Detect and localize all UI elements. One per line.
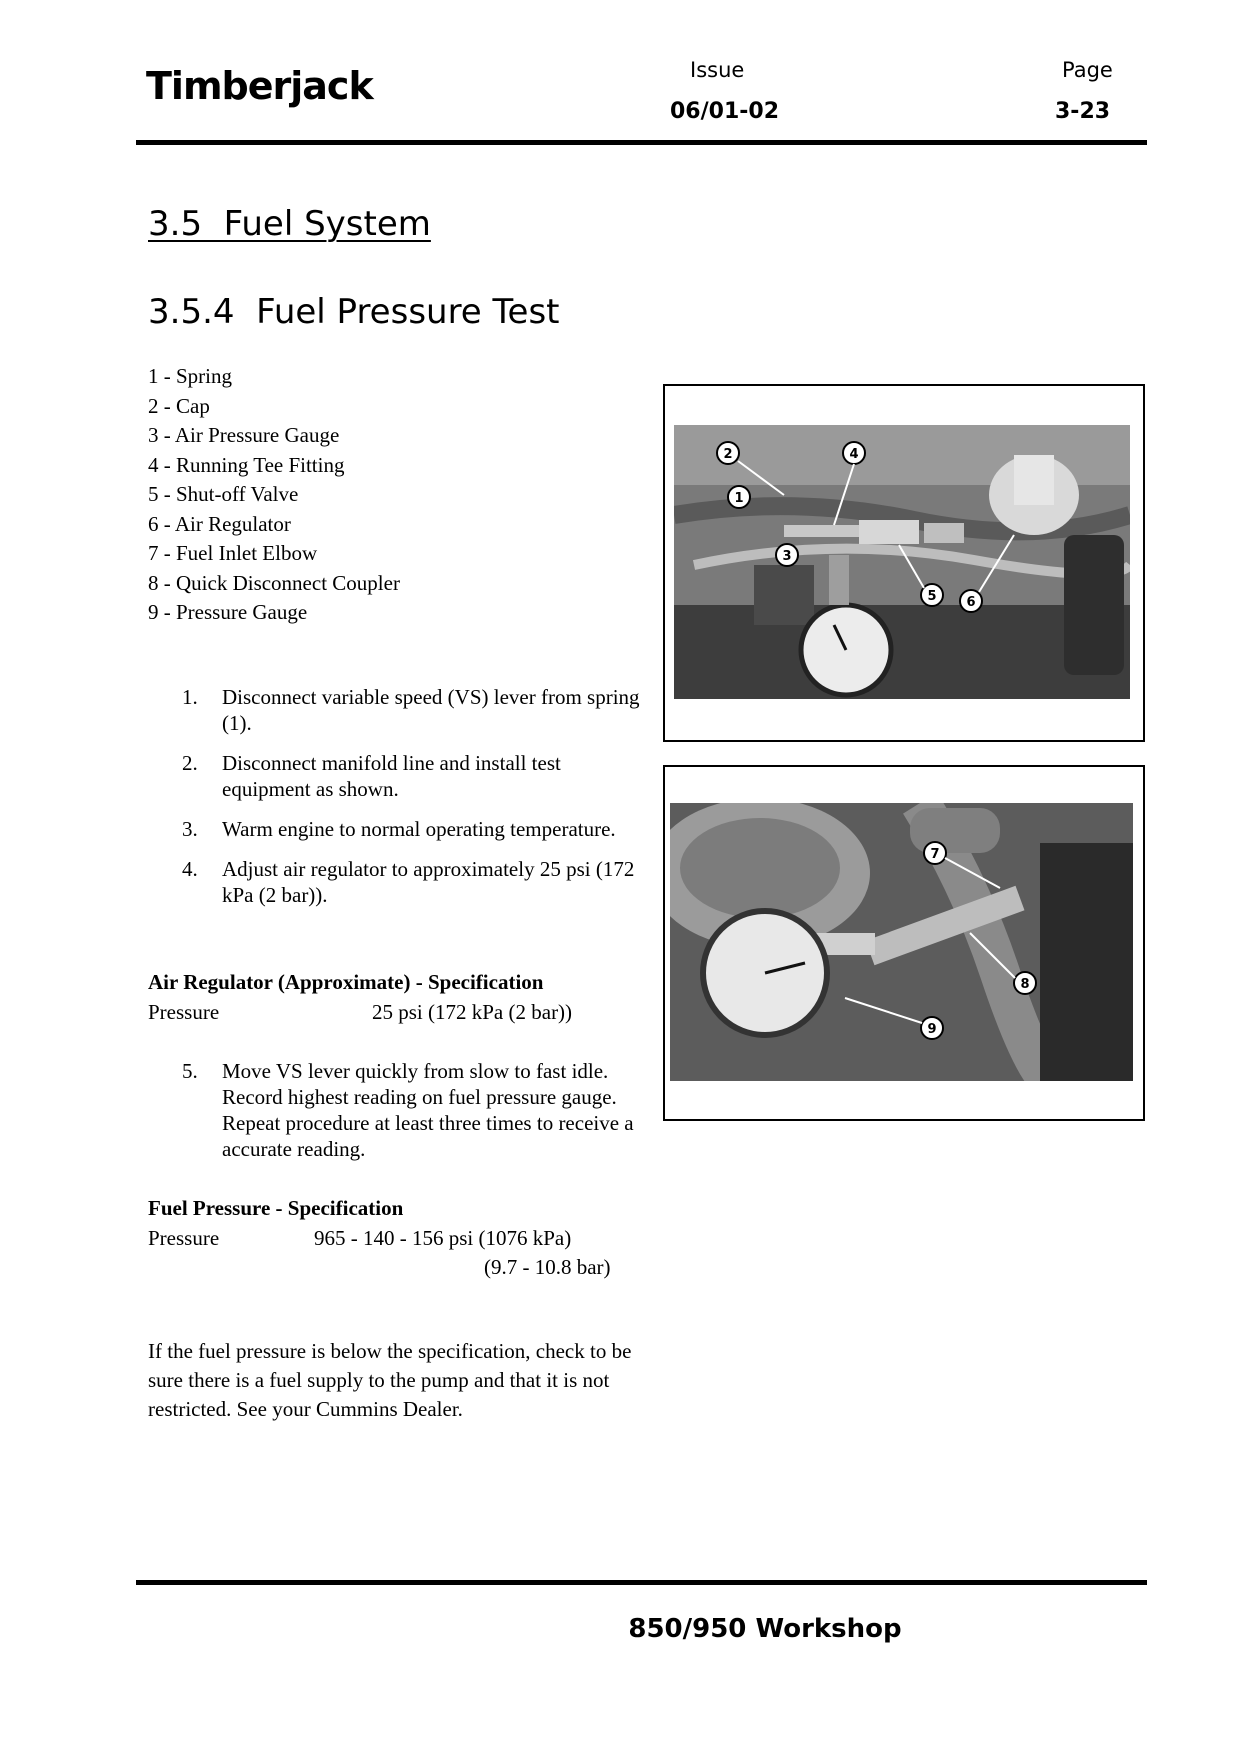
legend-item: 5 - Shut-off Valve [148,482,299,506]
legend-item: 3 - Air Pressure Gauge [148,423,340,447]
step-number: 2. [182,751,198,775]
component-legend [148,362,400,628]
legend-item: 7 - Fuel Inlet Elbow [148,541,318,565]
air-spec-value: 25 psi (172 kPa (2 bar)) [372,1000,573,1024]
procedure-step [182,750,642,802]
callout-label: 2 [723,447,733,462]
step-text: Disconnect variable speed (VS) lever from spring (1). [222,685,640,735]
air-regulator-spec-title: Air Regulator (Approximate) - Specification [148,970,544,994]
fuel-spec-value-bar: (9.7 - 10.8 bar) [484,1255,611,1279]
fuel-pressure-spec-title: Fuel Pressure - Specification [148,1196,404,1220]
callout-label: 9 [927,1022,937,1037]
procedure-step [182,816,642,842]
section-title: 3.5 Fuel System [148,204,431,244]
fuel-spec-value: 965 - 140 - 156 psi (1076 kPa) [314,1226,572,1250]
step-text: Warm engine to normal operating temperature. [222,817,616,841]
brand-logo: Timberjack [146,64,373,108]
test-setup-photo [674,425,1130,699]
footer-rule [136,1580,1147,1585]
footer-title: 850/950 Workshop [628,1614,902,1644]
legend-item: 6 - Air Regulator [148,511,291,536]
callout-label: 1 [734,491,744,506]
issue-value: 06/01-02 [670,99,780,124]
callout-label: 8 [1020,977,1030,992]
legend-item: 2 - Cap [148,393,210,418]
legend-item: 9 - Pressure Gauge [148,600,308,624]
procedure-steps-continued [182,1058,642,1162]
step-text: Adjust air regulator to approximately 25 psi (172 kPa (2 bar)). [222,857,635,907]
step-number: 3. [182,817,198,841]
step-number: 5. [182,1059,198,1083]
step-number: 4. [182,857,198,881]
test-setup-illustration [674,425,1130,699]
step-text: Move VS lever quickly from slow to fast idle. Record highest reading on fuel pressure gauge. Repeat procedure at least three times to receive a accurate reading. [222,1059,634,1161]
step-number: 1. [182,685,198,709]
callout-label: 4 [849,447,859,462]
air-spec-label: Pressure [148,1000,220,1024]
page-number: 3-23 [1055,99,1111,124]
page-label: Page [1062,58,1113,82]
closing-paragraph: If the fuel pressure is below the specification, check to be sure there is a fuel supply to the pump and that it is not restricted. See your Cummins Dealer. [148,1339,632,1421]
callout-label: 3 [782,549,792,564]
callout-label: 5 [927,589,937,604]
subsection-title: 3.5.4 Fuel Pressure Test [148,292,560,332]
procedure-steps [182,684,642,908]
legend-item: 4 - Running Tee Fitting [148,452,345,477]
issue-label: Issue [690,58,745,82]
gauge-illustration [670,803,1133,1081]
step-text: Disconnect manifold line and install test equipment as shown. [222,751,561,801]
procedure-step [182,684,642,736]
callout-label: 6 [966,595,976,610]
procedure-step [182,856,642,908]
legend-item: 8 - Quick Disconnect Coupler [148,570,400,595]
gauge-photo [670,803,1133,1081]
procedure-step [182,1058,642,1162]
callout-label: 7 [930,847,940,862]
header-rule [136,140,1147,145]
fuel-spec-label: Pressure [148,1226,220,1250]
legend-item: 1 - Spring [148,364,232,388]
